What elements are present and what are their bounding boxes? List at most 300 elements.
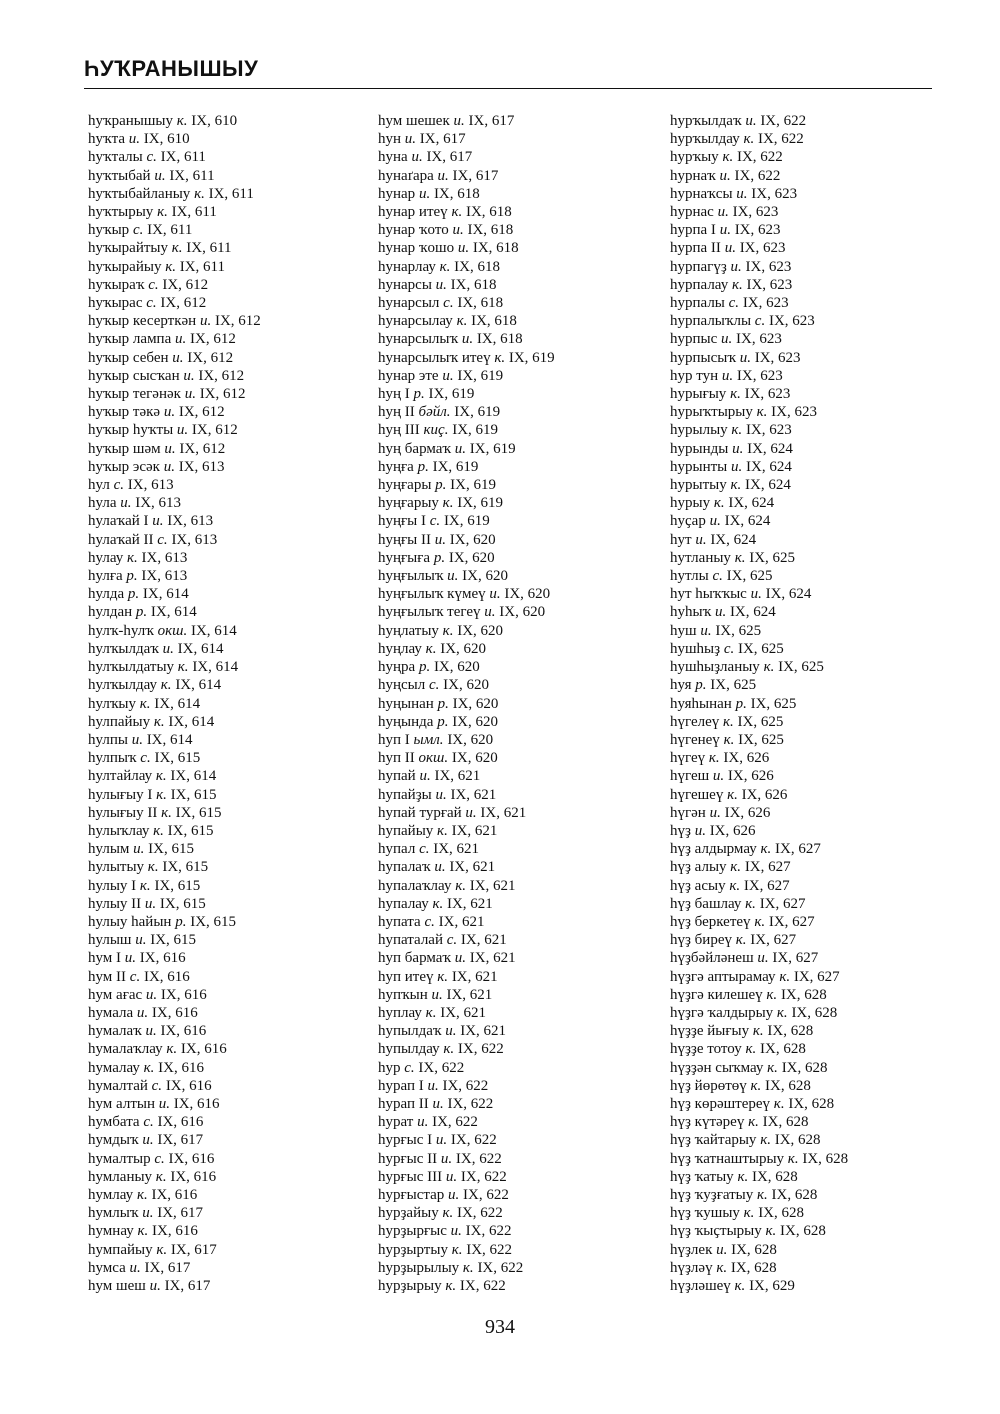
entry-reference: IX, 619 [432,458,479,475]
index-entry [88,367,358,385]
entry-pos-label: к. [750,1077,762,1094]
index-entry [378,895,658,913]
entry-pos-label: к. [731,276,743,293]
index-entry [88,330,358,348]
entry-reference: IX, 615 [190,913,237,930]
entry-pos-label: к. [432,895,444,912]
entry-headword: һут [670,531,692,548]
entry-pos-label: и. [437,167,449,184]
entry-headword: һурпа I [670,222,716,239]
entry-headword: һутланыу [670,549,731,566]
index-entry [378,622,658,640]
entry-pos-label: к. [139,695,151,712]
entry-pos-label: к. [730,477,742,494]
entry-pos-label: с. [728,295,740,312]
entry-reference: IX, 620 [433,659,480,676]
entry-headword: һулығыу II [88,804,158,821]
entry-pos-label: к. [166,1041,178,1058]
index-entry [88,676,358,694]
entry-headword: һуңында [378,713,434,730]
entry-headword: һурпалы [670,295,725,312]
entry-headword: һупылдау [378,1041,440,1058]
entry-headword: һүгән [670,804,706,821]
entry-headword: һунарсыл [378,295,440,312]
index-entry [88,1222,358,1240]
entry-pos-label: и. [709,513,721,530]
entry-headword: һурап II [378,1095,429,1112]
entry-headword: һурат [378,1114,414,1131]
index-entry [670,385,970,403]
entry-reference: IX, 626 [727,768,774,785]
index-entry [670,203,970,221]
entry-headword: һулаҡай I [88,513,149,530]
entry-reference: IX, 622 [460,1168,507,1185]
index-entry [88,1186,358,1204]
entry-reference: IX, 618 [472,240,519,257]
entry-pos-label: и. [133,841,145,858]
entry-headword: һуңғыға [378,549,431,566]
index-entry [88,1168,358,1186]
entry-pos-label: и. [431,986,443,1003]
entry-reference: IX, 623 [734,222,781,239]
entry-headword: һуна [378,149,408,166]
index-entry [88,276,358,294]
entry-headword: һурҙырғыс [378,1223,447,1240]
entry-pos-label: к. [443,1041,455,1058]
entry-headword: һурнаҡсы [670,185,733,202]
entry-pos-label: с. [154,1150,165,1167]
entry-headword: һуңынан [378,695,434,712]
entry-pos-label: бәйл. [418,404,451,421]
entry-pos-label: и. [145,986,158,1003]
index-entry [88,1277,358,1295]
entry-reference: IX, 622 [456,1205,503,1222]
index-entry [670,148,970,166]
entry-headword: һулҡылдаҡ [88,640,159,657]
entry-pos-label: и. [694,822,706,839]
entry-reference: IX, 621 [434,768,481,785]
entry-pos-label: к. [451,204,463,221]
entry-headword: һуп итеү [378,968,434,985]
entry-pos-label: к. [734,1278,746,1294]
entry-reference: IX, 625 [749,549,796,566]
index-entry [378,585,658,603]
entry-headword: һүҙлек [670,1241,713,1258]
entry-pos-label: и. [435,276,447,293]
index-entry [378,385,658,403]
index-entry [670,931,970,949]
index-entry [378,786,658,804]
index-column-2 [378,112,658,1295]
index-entry [670,112,970,130]
entry-pos-label: к. [756,404,768,421]
index-entry [88,877,358,895]
index-entry [88,949,358,967]
entry-pos-label: с. [404,1059,415,1076]
index-entry [378,804,658,822]
entry-reference: IX, 622 [450,1132,497,1149]
entry-reference: IX, 618 [454,258,500,275]
entry-headword: һуҡырайтыу [88,240,168,257]
entry-reference: IX, 624 [728,495,775,512]
entry-reference: IX, 624 [746,458,792,475]
entry-headword: һүҙ ҡушыу [670,1205,740,1222]
entry-pos-label: и. [162,640,174,657]
entry-reference: IX, 622 [734,167,781,184]
index-entry [88,840,358,858]
entry-pos-label: р. [433,549,446,566]
entry-reference: IX, 628 [731,1241,777,1258]
entry-headword: һула [88,495,117,512]
entry-reference: IX, 616 [160,986,207,1003]
entry-headword: һүҙҙе тотоу [670,1041,742,1058]
entry-pos-label: и. [434,859,446,876]
entry-headword: һуп II [378,750,415,767]
index-entry [670,258,970,276]
entry-pos-label: к. [437,968,449,985]
entry-reference: IX, 613 [141,549,188,566]
entry-pos-label: с. [143,1114,154,1131]
index-entry [378,840,658,858]
entry-pos-label: к. [155,768,167,785]
index-entry [88,1095,358,1113]
entry-pos-label: с. [140,750,151,767]
entry-pos-label: к. [734,549,746,566]
entry-pos-label: с. [113,477,124,494]
index-entry [670,512,970,530]
entry-pos-label: к. [176,113,188,129]
entry-pos-label: к. [754,913,766,930]
index-entry [88,1059,358,1077]
entry-pos-label: к. [730,859,742,876]
index-entry [378,913,658,931]
entry-headword: һур [378,1059,401,1076]
entry-reference: IX, 625 [738,731,784,748]
entry-pos-label: к. [776,1004,788,1021]
index-entry [88,786,358,804]
entry-reference: IX, 611 [171,204,217,221]
entry-headword: һулдан [88,604,133,621]
index-entry [378,512,658,530]
entry-reference: IX, 614 [154,695,201,712]
entry-reference: IX, 614 [190,622,237,639]
entry-pos-label: и. [721,331,733,348]
entry-headword: һуҡыр себен [88,349,169,366]
entry-reference: IX, 623 [736,331,782,348]
entry-reference: IX, 625 [750,695,797,712]
entry-headword: һурҙыртыу [378,1241,448,1258]
entry-pos-label: и. [450,1223,462,1240]
index-entry [670,1259,970,1277]
entry-reference: IX, 612 [179,440,226,457]
index-entry [88,421,358,439]
entry-reference: IX, 621 [433,841,480,858]
index-entry [378,1095,658,1113]
entry-pos-label: к. [137,1223,149,1240]
entry-reference: IX, 611 [208,185,254,202]
entry-reference: IX, 621 [460,932,507,949]
index-entry [88,1150,358,1168]
index-column-1 [88,112,358,1295]
entry-reference: IX, 620 [457,622,504,639]
entry-pos-label: и. [435,1132,448,1149]
entry-reference: IX, 622 [455,1150,502,1167]
entry-pos-label: к. [723,731,735,748]
entry-headword: һүгеү [670,750,706,767]
entry-headword: һуһыҡ [670,604,712,621]
entry-reference: IX, 622 [736,149,783,166]
entry-headword: һурнас [670,204,714,221]
entry-reference: IX, 623 [744,386,791,403]
index-entry [378,877,658,895]
entry-headword: һуш [670,622,697,639]
entry-pos-label: к. [155,1168,167,1185]
entry-pos-label: и. [736,185,748,202]
index-entry [378,221,658,239]
entry-reference: IX, 615 [148,841,194,858]
index-entry [378,567,658,585]
entry-pos-label: к. [156,1241,168,1258]
index-entry [378,185,658,203]
entry-reference: IX, 620 [451,750,498,767]
entry-reference: IX, 616 [152,1223,198,1240]
entry-reference: IX, 618 [433,185,480,202]
entry-pos-label: с. [446,932,458,949]
entry-reference: IX, 612 [199,386,246,403]
entry-reference: IX, 617 [170,1241,217,1258]
entry-headword: һурғыстар [378,1186,445,1203]
entry-headword: һупалаҡ [378,859,431,876]
entry-pos-label: и. [172,349,184,366]
index-entry [378,822,658,840]
entry-headword: һүҙҙе йығыу [670,1023,750,1040]
index-entry [670,1277,970,1295]
index-entry [378,403,658,421]
entry-reference: IX, 616 [168,1150,215,1167]
entry-headword: һүҙ ҡатнаштырыу [670,1150,785,1167]
entry-reference: IX, 627 [793,968,840,985]
entry-headword: һулым [88,841,130,858]
entry-pos-label: и. [719,167,731,184]
entry-headword: һүҙ күтәреү [670,1114,745,1131]
entry-headword: һуңғары [378,477,432,494]
entry-pos-label: и. [435,786,447,803]
entry-reference: IX, 626 [723,750,770,767]
index-entry [378,494,658,512]
entry-reference: IX, 613 [167,513,214,530]
entry-pos-label: к. [147,859,159,876]
index-entry [670,731,970,749]
entry-headword: һушһыҙ [670,640,721,657]
index-entry [670,185,970,203]
entry-pos-label: к. [773,1095,785,1112]
index-entry [378,676,658,694]
entry-reference: IX, 622 [432,1114,478,1131]
entry-pos-label: к. [160,677,172,694]
index-entry [670,1241,970,1259]
entry-headword: һумдыҡ [88,1132,139,1149]
index-entry [378,658,658,676]
entry-headword: һурпысыҡ [670,349,736,366]
entry-pos-label: и. [124,950,137,967]
entry-pos-label: и. [142,1132,154,1149]
index-entry [88,385,358,403]
entry-pos-label: и. [745,113,757,129]
index-entry [670,877,970,895]
entry-headword: һуңға [378,458,414,475]
entry-headword: һушһыҙланыу [670,659,760,676]
entry-headword: һупалаҡлау [378,877,452,894]
entry-reference: IX, 623 [754,349,801,366]
entry-headword: һунарсы [378,276,432,293]
entry-reference: IX, 626 [741,786,788,803]
entry-pos-label: и. [419,768,431,785]
entry-pos-label: и. [164,440,176,457]
entry-reference: IX, 616 [160,1023,207,1040]
entry-pos-label: с. [429,677,440,694]
entry-pos-label: р. [417,458,429,475]
entry-headword: һуҡыр [88,222,130,239]
entry-pos-label: и. [757,950,769,967]
entry-reference: IX, 620 [449,531,496,548]
entry-pos-label: и. [427,1077,439,1094]
entry-reference: IX, 617 [426,149,473,166]
entry-headword: һум ағас [88,986,143,1003]
entry-headword: һул [88,477,110,494]
entry-reference: IX, 614 [177,640,224,657]
index-entry [670,476,970,494]
entry-pos-label: к. [743,1205,755,1222]
entry-pos-label: и. [454,950,466,967]
entry-headword: һүҙ ҡыҫтырыу [670,1223,762,1240]
index-entry [88,294,358,312]
index-entry [670,986,970,1004]
entry-pos-label: и. [445,1023,457,1040]
entry-pos-label: к. [765,1223,777,1240]
entry-pos-label: к. [729,877,741,894]
entry-headword: һупайҙы [378,786,432,803]
entry-reference: IX, 627 [759,895,806,912]
index-entry [378,1241,658,1259]
entry-reference: IX, 613 [135,495,182,512]
index-entry [88,458,358,476]
entry-reference: IX, 611 [179,258,226,275]
entry-reference: IX, 621 [451,822,498,839]
entry-pos-label: к. [177,659,189,676]
entry-reference: IX, 623 [768,313,815,330]
index-entry [88,913,358,931]
index-entry [378,1059,658,1077]
entry-reference: IX, 614 [170,768,217,785]
index-entry [378,713,658,731]
index-entry [378,1259,658,1277]
entry-reference: IX, 619 [457,495,504,512]
index-entry [670,949,970,967]
entry-reference: IX, 621 [451,968,498,985]
entry-headword: һүгелеү [670,713,720,730]
entry-headword: һүҙ ҡуҙғатыу [670,1186,754,1203]
entry-pos-label: и. [489,586,501,603]
index-entry [378,421,658,439]
entry-pos-label: и. [731,458,743,475]
entry-reference: IX, 622 [760,113,807,129]
index-entry [670,840,970,858]
entry-pos-label: и. [461,331,474,348]
index-entry [378,440,658,458]
entry-headword: һуҡыр тегәнәк [88,386,181,403]
entry-reference: IX, 612 [214,313,261,330]
entry-pos-label: и. [175,331,187,348]
entry-headword: һулпы [88,731,128,748]
entry-headword: һурғыс III [378,1168,443,1185]
entry-reference: IX, 611 [147,222,193,239]
entry-pos-label: и. [434,531,446,548]
index-entry [88,221,358,239]
entry-pos-label: к. [153,713,165,730]
entry-pos-label: и. [465,804,477,821]
entry-headword: һунарсылыҡ итеү [378,349,491,366]
entry-headword: һүҙләү [670,1259,713,1276]
entry-headword: һуҡыр шәм [88,440,161,457]
entry-pos-label: и. [136,1004,149,1021]
entry-pos-label: и. [418,185,431,202]
entry-pos-label: к. [126,549,138,566]
index-entry [88,1241,358,1259]
entry-pos-label: и. [709,804,721,821]
entry-reference: IX, 611 [160,149,206,166]
entry-headword: һуң I [378,386,410,403]
entry-pos-label: и. [120,495,132,512]
entry-pos-label: к. [456,313,468,330]
entry-headword: һулҡылдау [88,677,158,694]
entry-reference: IX, 617 [452,167,499,184]
entry-reference: IX, 619 [428,386,475,403]
entry-pos-label: к. [713,495,725,512]
entry-headword: һуңсыл [378,677,426,694]
entry-reference: IX, 625 [710,677,757,694]
entry-headword: һум шеш [88,1278,146,1294]
index-entry [378,1277,658,1295]
index-entry [88,931,358,949]
entry-headword: һурҙырылыу [378,1259,460,1276]
entry-pos-label: с. [723,640,735,657]
entry-pos-label: и. [158,1095,170,1112]
entry-headword: һурынты [670,458,728,475]
entry-headword: һуп бармаҡ [378,950,451,967]
entry-headword: һүҙ беркетеү [670,913,751,930]
entry-headword: һурҡыу [670,149,719,166]
index-entry [670,494,970,512]
entry-reference: IX, 614 [142,586,189,603]
entry-pos-label: и. [411,149,423,166]
entry-headword: һуң бармаҡ [378,440,451,457]
entry-headword: һурылыу [670,422,728,439]
entry-headword: һүҙгә килешеү [670,986,763,1003]
entry-headword: һүҙ алыу [670,859,727,876]
entry-reference: IX, 628 [730,1259,777,1276]
entry-headword: һупылдаҡ [378,1023,442,1040]
entry-reference: IX, 628 [751,1168,798,1185]
entry-headword: һурҙырыу [378,1278,442,1294]
entry-pos-label: и. [695,531,707,548]
entry-pos-label: и. [184,386,196,403]
entry-headword: һуңғылыҡ күмеү [378,586,486,603]
entry-pos-label: р. [413,386,425,403]
index-entry [88,185,358,203]
index-entry [670,658,970,676]
index-entry [88,640,358,658]
entry-pos-label: и. [730,258,742,275]
